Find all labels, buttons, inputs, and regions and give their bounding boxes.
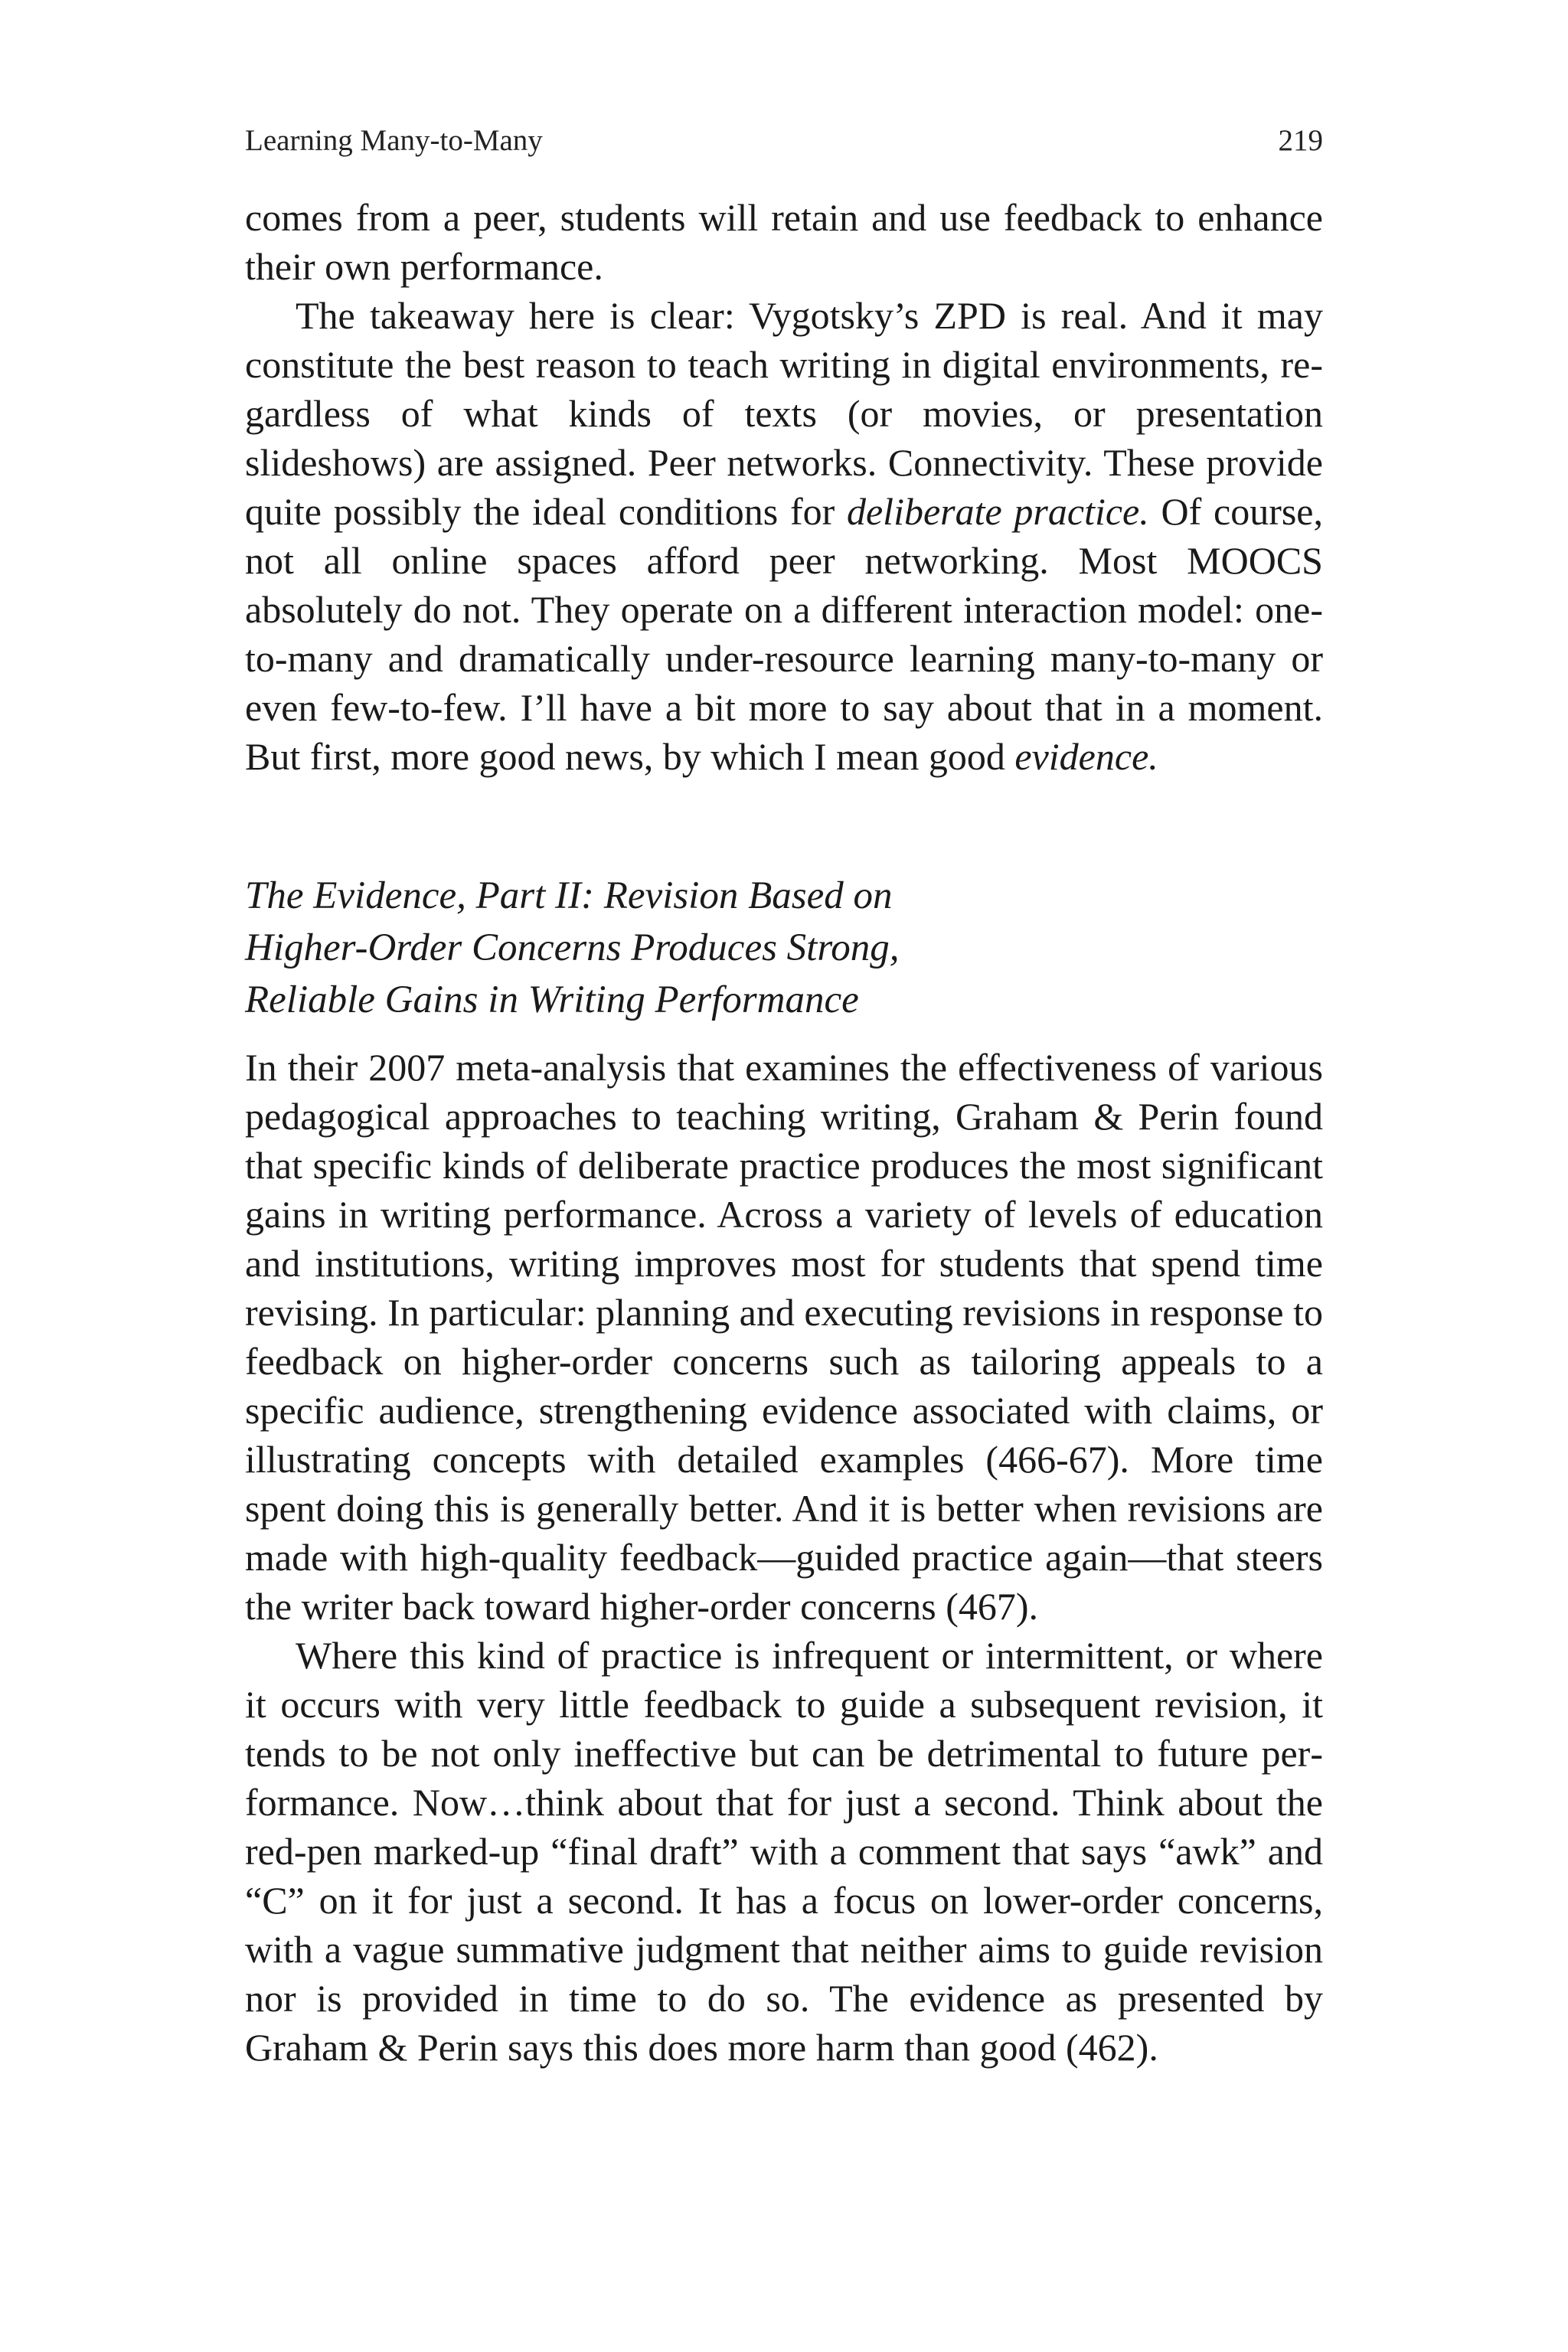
running-header — [245, 122, 1323, 159]
paragraph-infrequent-practice: Where this kind of practice is infrequent or intermittent, or where it occurs with very little feedback to guide a subsequent revision, it tends to be not only ineffective but can be detrimental to future performance. Now…think about that for just a second. Think about the red-pen marked-up “final draft” with a comment that says “awk” and “C” on it for just a second. It has a focus on lower-order concerns, with a vague summative judgment that neither aims to guide revision nor is provided in time to do so. The evidence as presented by Graham & Perin says this does more harm than good (462). — [245, 1634, 1323, 2069]
page-body — [245, 193, 1323, 2072]
paragraph-meta-analysis: In their 2007 meta-analysis that examines the effectiveness of various pedagogical approaches to teaching writing, Graham & Perin found that specific kinds of deliberate practice produces the most significant gains in writing performance. Across a variety of levels of education and institutions, writing improves most for students that spend time revising. In particular: planning and executing revisions in response to feedback on higher-order concerns such as tailoring appeals to a specific audience, strengthening evidence associated with claims, or illustrating concepts with detailed examples (466-67). More time spent doing this is generally better. And it is better when revisions are made with high-quality feedback—guided practice again—that steers the writer back toward higher-order concerns (467). — [245, 1046, 1323, 1628]
section-heading-line3: Reliable Gains in Writing Performance — [245, 978, 859, 1021]
section-heading-line2: Higher-Order Concerns Produces Strong, — [245, 926, 900, 969]
paragraph-continued: comes from a peer, students will retain and use feedback to enhance their own performance. — [245, 196, 1323, 288]
section-heading — [245, 870, 1323, 1026]
paragraph-takeaway — [245, 291, 1323, 781]
emphasis-evidence: evidence. — [1014, 735, 1158, 778]
paragraph-takeaway-part2: Of course, not all online spaces afford peer networking. Most MOOCS absolutely do not. They operate on a different interaction model: one-to-many and dramatically under-resource learning many-to-many or even few-to-few. I’ll have a bit more to say about that in a moment. But first, more good news, by which I mean good — [245, 490, 1323, 778]
paragraph-takeaway-part1: The takeaway here is clear: Vygotsky’s ZPD is real. And it may constitute the best reason to teach writing in digital environments, regardless of what kinds of texts (or movies, or presentation slideshows) are assigned. Peer networks. Connectivity. These provide quite possibly the ideal conditions for — [245, 294, 1323, 533]
emphasis-deliberate-practice: deliberate practice. — [846, 490, 1149, 533]
page-number: 219 — [1278, 124, 1323, 157]
running-title: Learning Many-to-Many — [245, 124, 543, 157]
section-heading-line1: The Evidence, Part II: Revision Based on — [245, 874, 893, 917]
